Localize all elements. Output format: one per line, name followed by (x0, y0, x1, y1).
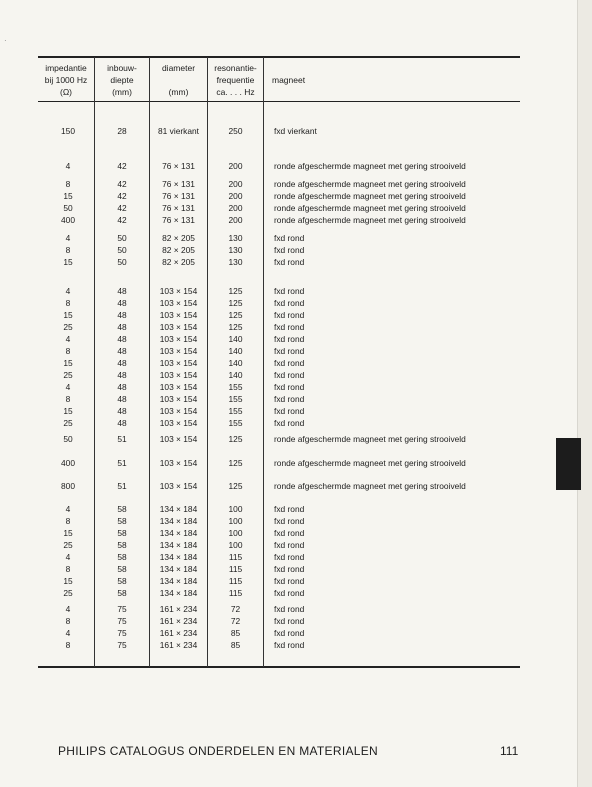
magnet-cell: fxd rond (274, 257, 305, 267)
depth-cell: 42 (117, 203, 127, 213)
depth-cell: 48 (117, 382, 127, 392)
depth-cell: 48 (117, 334, 127, 344)
diameter-cell: 81 vierkant (158, 126, 199, 136)
impedance-cell: 800 (61, 481, 75, 491)
table-row (38, 160, 520, 172)
magnet-cell: fxd rond (274, 346, 305, 356)
resonance-cell: 200 (228, 203, 243, 213)
diameter-cell: 161 × 234 (159, 616, 198, 626)
diameter-cell: 76 × 131 (162, 191, 195, 201)
table-row (38, 214, 520, 226)
magnet-cell: ronde afgeschermde magneet met gering strooiveld (274, 191, 466, 201)
depth-cell: 75 (117, 628, 127, 638)
impedance-cell: 15 (63, 576, 73, 586)
scan-mark: · (4, 36, 7, 45)
impedance-cell: 4 (65, 628, 71, 638)
depth-cell: 75 (117, 640, 127, 650)
magnet-cell: ronde afgeschermde magneet met gering strooiveld (274, 458, 466, 468)
diameter-cell: 82 × 205 (162, 257, 195, 267)
magnet-cell: fxd rond (274, 286, 305, 296)
resonance-cell: 100 (228, 504, 243, 514)
depth-cell: 42 (117, 191, 127, 201)
resonance-cell: 130 (228, 233, 243, 243)
diameter-cell: 134 × 184 (159, 504, 198, 514)
depth-cell: 50 (117, 233, 127, 243)
resonance-cell: 100 (228, 516, 243, 526)
depth-cell: 50 (117, 245, 127, 255)
resonance-cell: 85 (230, 628, 241, 638)
magnet-cell: fxd rond (274, 233, 305, 243)
impedance-cell: 8 (65, 640, 71, 650)
magnet-cell: fxd rond (274, 406, 305, 416)
magnet-cell: fxd rond (274, 564, 305, 574)
resonance-cell: 125 (228, 310, 243, 320)
impedance-cell: 8 (65, 346, 71, 356)
table-row (38, 357, 520, 369)
table-header-rule (38, 101, 520, 102)
depth-cell: 75 (117, 616, 127, 626)
magnet-cell: fxd rond (274, 310, 305, 320)
depth-cell: 58 (117, 528, 127, 538)
diameter-cell: 103 × 154 (159, 358, 198, 368)
diameter-cell: 134 × 184 (159, 528, 198, 538)
magnet-cell: fxd rond (274, 588, 305, 598)
resonance-cell: 115 (228, 552, 243, 562)
impedance-cell: 4 (65, 604, 71, 614)
depth-cell: 48 (117, 286, 127, 296)
impedance-cell: 150 (61, 126, 75, 136)
depth-cell: 48 (117, 346, 127, 356)
diameter-cell: 103 × 154 (159, 298, 198, 308)
table-row (38, 551, 520, 563)
diameter-cell: 103 × 154 (159, 322, 198, 332)
depth-cell: 48 (117, 322, 127, 332)
diameter-cell: 161 × 234 (159, 604, 198, 614)
impedance-cell: 8 (65, 516, 71, 526)
depth-cell: 42 (117, 179, 127, 189)
table-row (38, 480, 520, 492)
magnet-cell: fxd rond (274, 322, 305, 332)
magnet-cell: ronde afgeschermde magneet met gering strooiveld (274, 179, 466, 189)
resonance-cell: 140 (228, 358, 243, 368)
resonance-cell: 140 (228, 370, 243, 380)
table-row (38, 333, 520, 345)
table-row (38, 627, 520, 639)
resonance-cell: 200 (228, 179, 243, 189)
table-row (38, 125, 520, 137)
impedance-cell: 25 (63, 418, 73, 428)
magnet-cell: fxd rond (274, 418, 305, 428)
table-bottom-rule (38, 666, 520, 668)
table-row (38, 256, 520, 268)
depth-cell: 58 (117, 576, 127, 586)
impedance-cell: 25 (63, 588, 73, 598)
diameter-cell: 103 × 154 (159, 382, 198, 392)
impedance-cell: 15 (63, 310, 73, 320)
page-number: 111 (500, 744, 519, 758)
diameter-cell: 103 × 154 (159, 418, 198, 428)
table-row (38, 615, 520, 627)
resonance-cell: 115 (228, 576, 243, 586)
diameter-cell: 103 × 154 (159, 346, 198, 356)
table-row (38, 345, 520, 357)
table-row (38, 244, 520, 256)
resonance-cell: 140 (228, 346, 243, 356)
diameter-cell: 103 × 154 (159, 481, 198, 491)
impedance-cell: 15 (63, 257, 73, 267)
impedance-cell: 4 (65, 334, 71, 344)
table-row (38, 639, 520, 651)
depth-cell: 51 (117, 434, 127, 444)
header-diameter: diameter (mm) (161, 63, 196, 97)
depth-cell: 48 (117, 418, 127, 428)
diameter-cell: 103 × 154 (159, 394, 198, 404)
diameter-cell: 134 × 184 (159, 552, 198, 562)
magnet-cell: ronde afgeschermde magneet met gering strooiveld (274, 161, 466, 171)
impedance-cell: 50 (63, 203, 73, 213)
impedance-cell: 4 (65, 552, 71, 562)
depth-cell: 75 (117, 604, 127, 614)
magnet-cell: fxd rond (274, 516, 305, 526)
impedance-cell: 8 (65, 394, 71, 404)
table-row (38, 587, 520, 599)
magnet-cell: fxd rond (274, 504, 305, 514)
table-row (38, 297, 520, 309)
header-resonance-frequency: resonantie- frequentie ca. . . . Hz (214, 63, 257, 97)
resonance-cell: 155 (228, 418, 243, 428)
magnet-cell: fxd rond (274, 628, 305, 638)
resonance-cell: 115 (228, 564, 243, 574)
magnet-cell: fxd rond (274, 334, 305, 344)
magnet-cell: fxd rond (274, 576, 305, 586)
depth-cell: 51 (117, 458, 127, 468)
magnet-cell: fxd rond (274, 370, 305, 380)
table-row (38, 563, 520, 575)
depth-cell: 48 (117, 358, 127, 368)
impedance-cell: 4 (65, 286, 71, 296)
footer-title: PHILIPS CATALOGUS ONDERDELEN EN MATERIALEN (58, 744, 378, 758)
diameter-cell: 134 × 184 (159, 540, 198, 550)
table-row (38, 232, 520, 244)
table-row (38, 417, 520, 429)
diameter-cell: 161 × 234 (159, 640, 198, 650)
resonance-cell: 125 (228, 458, 243, 468)
depth-cell: 58 (117, 516, 127, 526)
depth-cell: 58 (117, 588, 127, 598)
impedance-cell: 4 (65, 161, 71, 171)
diameter-cell: 103 × 154 (159, 370, 198, 380)
impedance-cell: 25 (63, 370, 73, 380)
resonance-cell: 155 (228, 382, 243, 392)
diameter-cell: 103 × 154 (159, 434, 198, 444)
impedance-cell: 400 (61, 458, 75, 468)
magnet-cell: fxd rond (274, 394, 305, 404)
depth-cell: 58 (117, 564, 127, 574)
resonance-cell: 130 (228, 257, 243, 267)
magnet-cell: fxd rond (274, 358, 305, 368)
page-edge (577, 0, 592, 787)
depth-cell: 48 (117, 298, 127, 308)
resonance-cell: 155 (228, 394, 243, 404)
table-row (38, 321, 520, 333)
magnet-cell: fxd rond (274, 245, 305, 255)
resonance-cell: 200 (228, 215, 243, 225)
section-tab-marker (556, 438, 581, 490)
diameter-cell: 82 × 205 (162, 245, 195, 255)
diameter-cell: 134 × 184 (159, 576, 198, 586)
header-magnet: magneet (272, 75, 306, 85)
resonance-cell: 140 (228, 334, 243, 344)
impedance-cell: 8 (65, 245, 71, 255)
depth-cell: 48 (117, 310, 127, 320)
magnet-cell: ronde afgeschermde magneet met gering strooiveld (274, 481, 466, 491)
table-row (38, 405, 520, 417)
magnet-cell: ronde afgeschermde magneet met gering strooiveld (274, 215, 466, 225)
impedance-cell: 25 (63, 540, 73, 550)
table-row (38, 433, 520, 445)
table-row (38, 393, 520, 405)
resonance-cell: 200 (228, 191, 243, 201)
table-row (38, 539, 520, 551)
magnet-cell: fxd rond (274, 528, 305, 538)
impedance-cell: 8 (65, 179, 71, 189)
depth-cell: 48 (117, 370, 127, 380)
table-row (38, 575, 520, 587)
resonance-cell: 115 (228, 588, 243, 598)
depth-cell: 50 (117, 257, 127, 267)
resonance-cell: 200 (228, 161, 243, 171)
table-row (38, 309, 520, 321)
table-row (38, 527, 520, 539)
table-top-rule (38, 56, 520, 58)
diameter-cell: 103 × 154 (159, 406, 198, 416)
table-row (38, 503, 520, 515)
diameter-cell: 103 × 154 (159, 458, 198, 468)
magnet-cell: fxd rond (274, 616, 305, 626)
table-row (38, 381, 520, 393)
resonance-cell: 100 (228, 540, 243, 550)
diameter-cell: 134 × 184 (159, 588, 198, 598)
magnet-cell: fxd vierkant (274, 126, 317, 136)
depth-cell: 42 (117, 215, 127, 225)
impedance-cell: 8 (65, 616, 71, 626)
header-impedance: impedantie bij 1000 Hz (Ω) (44, 63, 88, 97)
magnet-cell: fxd rond (274, 382, 305, 392)
table-row (38, 457, 520, 469)
table-row (38, 515, 520, 527)
magnet-cell: fxd rond (274, 640, 305, 650)
resonance-cell: 250 (228, 126, 243, 136)
depth-cell: 48 (117, 406, 127, 416)
depth-cell: 58 (117, 552, 127, 562)
magnet-cell: fxd rond (274, 604, 305, 614)
table-row (38, 285, 520, 297)
diameter-cell: 103 × 154 (159, 334, 198, 344)
resonance-cell: 100 (228, 528, 243, 538)
resonance-cell: 125 (228, 286, 243, 296)
depth-cell: 28 (117, 126, 127, 136)
impedance-cell: 8 (65, 298, 71, 308)
depth-cell: 58 (117, 504, 127, 514)
diameter-cell: 76 × 131 (162, 215, 195, 225)
impedance-cell: 15 (63, 191, 73, 201)
impedance-cell: 50 (63, 434, 73, 444)
resonance-cell: 125 (228, 298, 243, 308)
magnet-cell: fxd rond (274, 552, 305, 562)
impedance-cell: 4 (65, 233, 71, 243)
depth-cell: 42 (117, 161, 127, 171)
impedance-cell: 8 (65, 564, 71, 574)
depth-cell: 48 (117, 394, 127, 404)
depth-cell: 58 (117, 540, 127, 550)
table-row (38, 190, 520, 202)
table-row (38, 603, 520, 615)
diameter-cell: 161 × 234 (159, 628, 198, 638)
impedance-cell: 15 (63, 358, 73, 368)
resonance-cell: 72 (230, 616, 241, 626)
diameter-cell: 76 × 131 (162, 203, 195, 213)
diameter-cell: 76 × 131 (162, 161, 195, 171)
impedance-cell: 15 (63, 528, 73, 538)
impedance-cell: 4 (65, 382, 71, 392)
diameter-cell: 76 × 131 (162, 179, 195, 189)
resonance-cell: 155 (228, 406, 243, 416)
impedance-cell: 15 (63, 406, 73, 416)
magnet-cell: fxd rond (274, 298, 305, 308)
depth-cell: 51 (117, 481, 127, 491)
magnet-cell: fxd rond (274, 540, 305, 550)
resonance-cell: 125 (228, 481, 243, 491)
resonance-cell: 72 (230, 604, 241, 614)
table-row (38, 369, 520, 381)
header-mounting-depth: inbouw- diepte (mm) (107, 63, 137, 97)
diameter-cell: 103 × 154 (159, 286, 198, 296)
resonance-cell: 130 (228, 245, 243, 255)
table-row (38, 178, 520, 190)
diameter-cell: 134 × 184 (159, 516, 198, 526)
impedance-cell: 4 (65, 504, 71, 514)
resonance-cell: 125 (228, 322, 243, 332)
resonance-cell: 125 (228, 434, 243, 444)
magnet-cell: ronde afgeschermde magneet met gering strooiveld (274, 203, 466, 213)
diameter-cell: 82 × 205 (162, 233, 195, 243)
diameter-cell: 134 × 184 (159, 564, 198, 574)
resonance-cell: 85 (230, 640, 241, 650)
diameter-cell: 103 × 154 (159, 310, 198, 320)
magnet-cell: ronde afgeschermde magneet met gering strooiveld (274, 434, 466, 444)
impedance-cell: 25 (63, 322, 73, 332)
impedance-cell: 400 (61, 215, 75, 225)
table-row (38, 202, 520, 214)
